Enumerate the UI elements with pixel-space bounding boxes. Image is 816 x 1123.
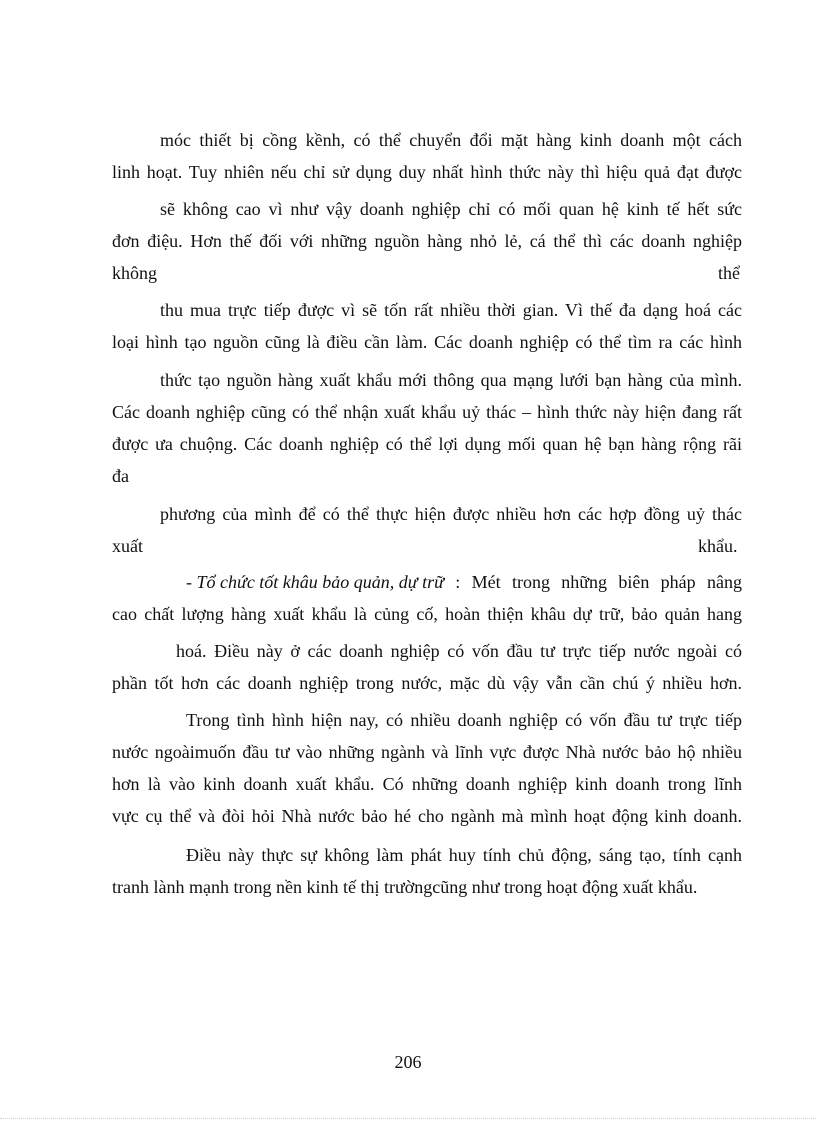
text-line: không [112,263,157,283]
text-line: được ưa chuộng. Các doanh nghiệp có thể lợi dụng mối quan hệ bạn hàng rộng rãi [112,434,742,454]
text-line: Các doanh nghiệp cũng có thể nhận xuất khẩu uỷ thác – hình thức này hiện đang rất [112,402,742,422]
text-line: Điều này thực sự không làm phát huy tính chủ động, sáng tạo, tính cạnh [186,845,742,865]
text-line: Trong tình hình hiện nay, có nhiều doanh nghiệp có vốn đầu tư trực tiếp [186,710,742,730]
text-line: vực cụ thể và đòi hỏi Nhà nước bảo hé cho ngành mà mình hoạt động kinh doanh. [112,806,742,826]
bullet-dash: - [186,572,197,592]
text-line: linh hoạt. Tuy nhiên nếu chỉ sử dụng duy nhất hình thức này thì hiệu quả đạt được [112,162,742,182]
text-line: cao chất lượng hàng xuất khẩu là củng cố, hoàn thiện khâu dự trữ, bảo quản hang [112,604,742,624]
text-line: loại hình tạo nguồn cũng là điều cần làm. Các doanh nghiệp có thể tìm ra các hình [112,332,742,352]
text-line: đơn điệu. Hơn thế đối với những nguồn hàng nhỏ lẻ, cá thể thì các doanh nghiệp [112,231,742,251]
text-line: khẩu. [698,536,738,556]
text-line: nước ngoàimuốn đầu tư vào những ngành và lĩnh vực được Nhà nước bảo hộ nhiều [112,742,742,762]
text-line: tranh lành mạnh trong nền kinh tế thị trườngcũng như trong hoạt động xuất khẩu. [112,877,698,897]
text-line [186,570,742,594]
text-line: móc thiết bị cồng kềnh, có thể chuyển đổi mặt hàng kinh doanh một cách [160,130,742,150]
text-segment: : Mét trong những biên pháp nâng [443,572,742,592]
text-line: xuất [112,536,143,556]
text-line: thể [718,263,740,283]
page-number: 206 [394,1052,422,1072]
text-line: phần tốt hơn các doanh nghiệp trong nước, mặc dù vậy vẫn cần chú ý nhiều hơn. [112,673,742,693]
page-edge-divider [0,1118,816,1119]
text-line: hoá. Điều này ở các doanh nghiệp có vốn đầu tư trực tiếp nước ngoài có [176,641,742,661]
text-line: hơn là vào kinh doanh xuất khẩu. Có những doanh nghiệp kinh doanh trong lĩnh [112,774,742,794]
text-line: phương của mình để có thể thực hiện được nhiều hơn các hợp đồng uỷ thác [160,504,742,524]
text-line: sẽ không cao vì như vậy doanh nghiệp chỉ có mối quan hệ kinh tế hết sức [160,199,742,219]
text-line: thu mua trực tiếp được vì sẽ tốn rất nhiều thời gian. Vì thế đa dạng hoá các [160,300,742,320]
text-line: thức tạo nguồn hàng xuất khẩu mới thông qua mạng lưới bạn hàng của mình. [160,370,742,390]
section-heading: Tổ chức tốt khâu bảo quản, dự trữ [196,572,444,592]
text-line: đa [112,466,129,486]
